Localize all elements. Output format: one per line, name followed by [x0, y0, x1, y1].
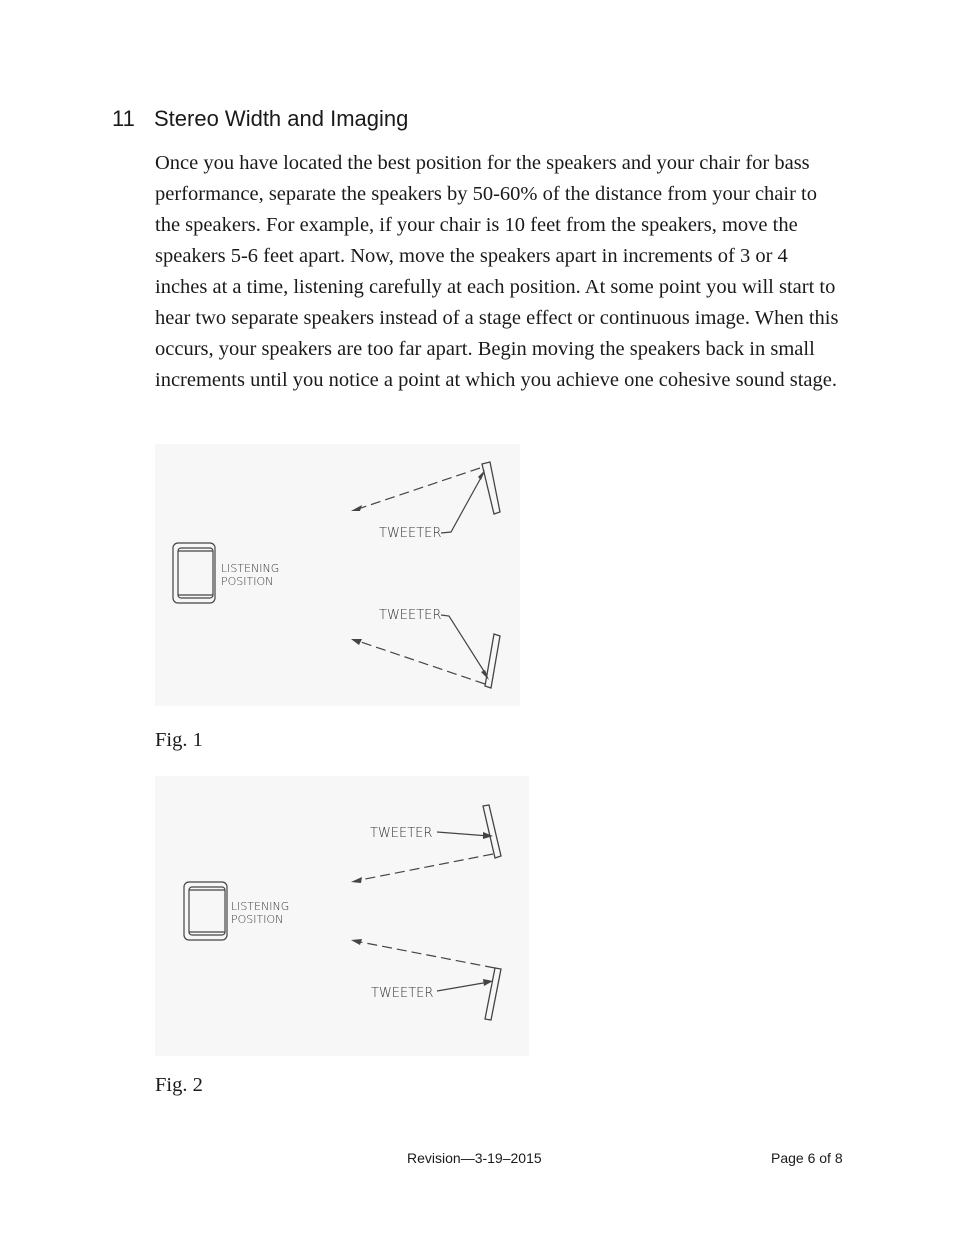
chair-icon	[173, 543, 215, 603]
leader-line-top	[437, 832, 489, 836]
leader-line-top	[441, 474, 483, 533]
leader-line-bottom	[441, 615, 487, 676]
body-paragraph: Once you have located the best position for the speakers and your chair for bass performance, separate the speakers by 50-60% of the distance from your chair to the speakers. For example, if your chair is 10 feet from the speakers, move the speakers 5-6 feet apart. Now, move the speakers apart in increments of 3 or 4 inches at a time, listening carefully at each position. At some point you will start to hear two separate speakers instead of a stage effect or continuous image. When this occurs, your speakers are too far apart. Begin moving the speakers back in small increments until you notice a point at which you achieve one cohesive sound stage.	[155, 152, 839, 391]
figure-2-svg	[155, 776, 529, 1056]
footer-page-number: Page 6 of 8	[771, 1150, 843, 1166]
footer-revision: Revision—3-19–2015	[407, 1150, 542, 1166]
listening-label-line1: LISTENING	[221, 562, 280, 575]
figure-2-caption: Fig. 2	[155, 1074, 203, 1096]
arrowhead-top	[351, 877, 362, 883]
listening-label-line1: LISTENING	[231, 900, 290, 913]
arrowhead-bottom	[351, 639, 362, 645]
section-number: 11	[112, 106, 135, 131]
figure-1-diagram	[155, 444, 520, 706]
sound-beam-bottom	[355, 941, 495, 968]
chair-icon	[184, 882, 227, 940]
figure-1-caption: Fig. 1	[155, 729, 203, 751]
listening-label-line2: POSITION	[231, 913, 284, 926]
section-title: Stereo Width and Imaging	[154, 106, 409, 131]
leader-arrow-top	[478, 470, 485, 480]
speaker-bottom-icon	[485, 634, 500, 688]
arrowhead-bottom	[351, 939, 362, 945]
figure-2-diagram	[155, 776, 529, 1056]
speaker-top-icon	[483, 805, 501, 858]
figure-1-svg	[155, 444, 520, 706]
listening-label-line2: POSITION	[221, 575, 274, 588]
tweeter-label-top: TWEETER	[379, 526, 442, 541]
speaker-top-icon	[482, 462, 500, 514]
leader-arrow-top	[483, 832, 493, 839]
tweeter-label-top: TWEETER	[370, 826, 433, 841]
sound-beam-top	[355, 468, 480, 510]
sound-beam-bottom	[355, 640, 485, 684]
tweeter-label-bottom: TWEETER	[371, 986, 434, 1001]
leader-line-bottom	[437, 982, 489, 991]
tweeter-label-bottom: TWEETER	[379, 608, 442, 623]
arrowhead-top	[351, 505, 362, 511]
section-heading	[112, 106, 408, 132]
speaker-bottom-icon	[485, 968, 501, 1020]
sound-beam-top	[355, 854, 493, 881]
